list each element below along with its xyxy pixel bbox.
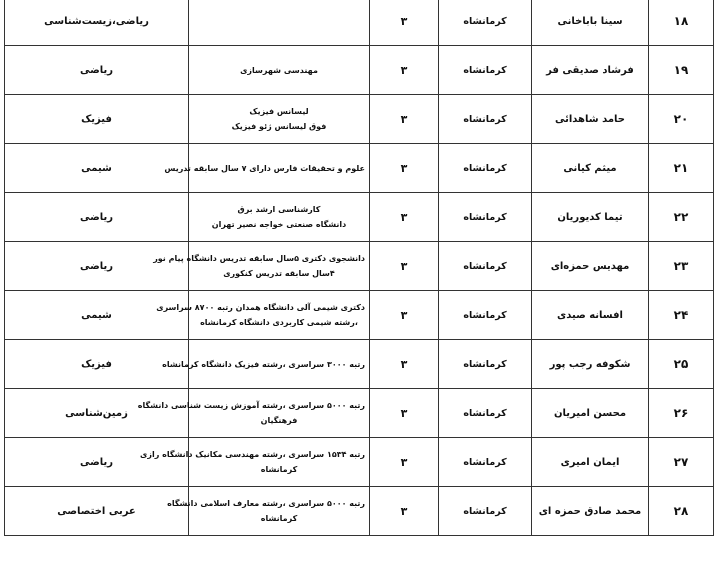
education — [189, 46, 370, 95]
row-number: ۲۷ — [649, 438, 714, 487]
education — [164, 144, 370, 193]
teacher-name: فرشاد صدیقی فر — [532, 46, 649, 95]
education — [153, 242, 370, 291]
education — [162, 340, 370, 389]
education-line: دانشگاه صنعتی خواجه نصیر تهران — [211, 220, 347, 229]
teacher-roster-table — [4, 0, 714, 536]
table-row — [5, 193, 714, 242]
table-row — [5, 0, 714, 46]
teacher-name: حامد شاهدائی — [532, 95, 649, 144]
education-line: دکتری شیمی آلی دانشگاه همدان رتبه ۸۷۰۰ سراسری — [156, 303, 365, 312]
education — [189, 0, 370, 46]
city: کرمانشاه — [439, 95, 532, 144]
teacher-name: محمد صادق حمزه ای — [532, 487, 649, 536]
table-row — [5, 95, 714, 144]
row-number: ۲۱ — [649, 144, 714, 193]
subject: زمین‌شناسی — [5, 389, 189, 438]
education-line: رتبه ۱۵۳۴ سراسری ،رشته مهندسی مکانیک دانشگاه رازی — [140, 450, 365, 459]
count: ۳ — [370, 438, 439, 487]
teacher-name: میثم کیانی — [532, 144, 649, 193]
count: ۳ — [370, 46, 439, 95]
education — [156, 291, 370, 340]
education-line: فوق لیسانس ژئو فیزیک — [231, 122, 327, 131]
count: ۳ — [370, 0, 439, 46]
count: ۳ — [370, 95, 439, 144]
row-number: ۱۸ — [649, 0, 714, 46]
city: کرمانشاه — [439, 340, 532, 389]
city: کرمانشاه — [439, 438, 532, 487]
subject: شیمی — [5, 144, 189, 193]
subject: فیزیک — [5, 95, 189, 144]
row-number: ۲۶ — [649, 389, 714, 438]
row-number: ۲۲ — [649, 193, 714, 242]
education-line: رتبه ۵۰۰۰ سراسری ،رشته آموزش زیست شناسی دانشگاه — [137, 401, 365, 410]
subject: ریاضی — [5, 193, 189, 242]
education — [189, 95, 370, 144]
subject: ریاضی — [5, 242, 189, 291]
table-row — [5, 242, 714, 291]
education-line: فرهنگیان — [260, 416, 298, 425]
roster-body — [5, 0, 714, 536]
education — [137, 389, 370, 438]
education-line: ،رشته شیمی کاربردی دانشگاه کرمانشاه — [200, 318, 358, 327]
city: کرمانشاه — [439, 46, 532, 95]
table-row — [5, 438, 714, 487]
teacher-name: ایمان امیری — [532, 438, 649, 487]
table-row — [5, 487, 714, 536]
count: ۳ — [370, 144, 439, 193]
row-number: ۲۳ — [649, 242, 714, 291]
city: کرمانشاه — [439, 242, 532, 291]
education — [167, 487, 370, 536]
subject: فیزیک — [5, 340, 189, 389]
count: ۳ — [370, 340, 439, 389]
count: ۳ — [370, 487, 439, 536]
row-number: ۲۰ — [649, 95, 714, 144]
table-row — [5, 291, 714, 340]
table-row — [5, 340, 714, 389]
education-line: علوم و تحقیقات فارس دارای ۷ سال سابقه تدریس — [164, 163, 365, 173]
education-line: رتبه ۵۰۰۰ سراسری ،رشته معارف اسلامی دانشگاه — [167, 499, 365, 508]
teacher-name: مهدیس حمزه‌ای — [532, 242, 649, 291]
education-line: کرمانشاه — [260, 514, 298, 523]
subject: ریاضی،زیست‌شناسی — [5, 0, 189, 46]
subject: ریاضی — [5, 46, 189, 95]
table-row — [5, 144, 714, 193]
count: ۳ — [370, 291, 439, 340]
subject: عربی اختصاصی — [5, 487, 189, 536]
subject: ریاضی — [5, 438, 189, 487]
teacher-name: شکوفه رجب پور — [532, 340, 649, 389]
row-number: ۱۹ — [649, 46, 714, 95]
education-line: ۴سال سابقه تدریس کنکوری — [223, 269, 335, 278]
education-line: کرمانشاه — [260, 465, 298, 474]
teacher-name: سینا باباخانی — [532, 0, 649, 46]
teacher-name: افسانه صیدی — [532, 291, 649, 340]
row-number: ۲۴ — [649, 291, 714, 340]
table-row — [5, 46, 714, 95]
subject: شیمی — [5, 291, 189, 340]
city: کرمانشاه — [439, 144, 532, 193]
count: ۳ — [370, 193, 439, 242]
education-line: دانشجوی دکتری ۵سال سابقه تدریس دانشگاه پیام نور — [153, 254, 365, 263]
education — [189, 193, 370, 242]
city: کرمانشاه — [439, 291, 532, 340]
education-line: رتبه ۳۰۰۰ سراسری ،رشته فیزیک دانشگاه کرمانشاه — [162, 359, 365, 369]
row-number: ۲۸ — [649, 487, 714, 536]
education — [140, 438, 370, 487]
city: کرمانشاه — [439, 389, 532, 438]
teacher-name: تیما کدیوریان — [532, 193, 649, 242]
education-line: کارشناسی ارشد برق — [237, 205, 321, 214]
table-row — [5, 389, 714, 438]
education-line: مهندسی شهرسازی — [240, 65, 318, 75]
city: کرمانشاه — [439, 487, 532, 536]
teacher-name: محسن امیریان — [532, 389, 649, 438]
count: ۳ — [370, 389, 439, 438]
count: ۳ — [370, 242, 439, 291]
education-line: لیسانس فیزیک — [249, 107, 309, 116]
row-number: ۲۵ — [649, 340, 714, 389]
city: کرمانشاه — [439, 0, 532, 46]
city: کرمانشاه — [439, 193, 532, 242]
